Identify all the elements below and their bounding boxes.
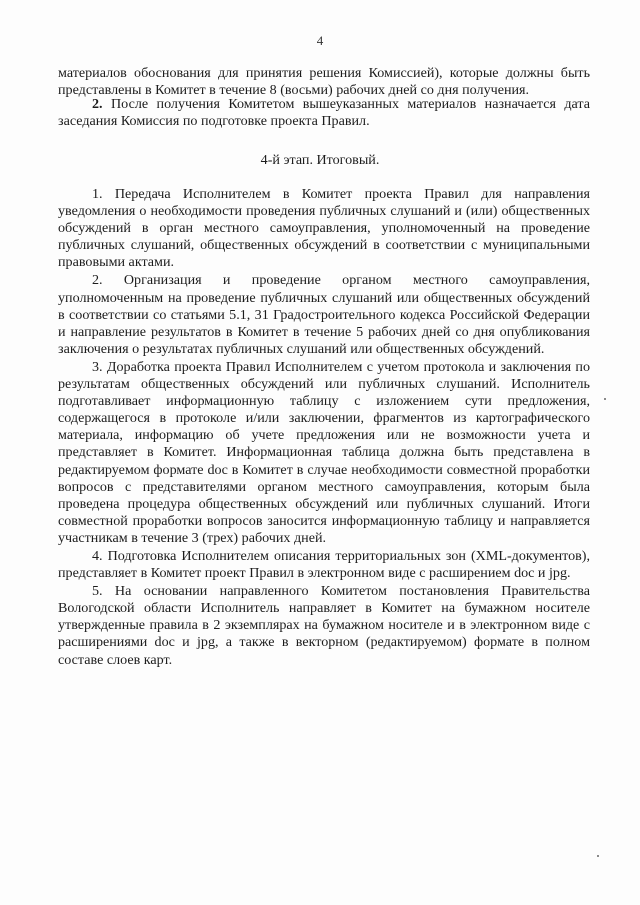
- item-2-text: [58, 96, 590, 130]
- stage-4-item-1: 1. Передача Исполнителем в Комитет проекта Правил для направления уведомления о необходимости проведения публичных слушаний и (или) общественных обсуждений в орган местного самоуправления, уполномоченный на проведение публичных слушаний, общественных обсуждений в соответствии с муниципальными правовыми актами.: [58, 186, 590, 271]
- continuation-paragraph: [58, 65, 590, 99]
- item-2-number: 2.: [92, 96, 103, 112]
- stage-4-item-3: 3. Доработка проекта Правил Исполнителем с учетом протокола и заключения по результатам общественных обсуждений или публичных слушаний. Исполнитель подготавливает информационную таблицу с изложением сути предложения, содержащегося в протоколе и/или заключении, фрагментов из картографического материала, информацию об учете предложения или не возможности учета и представляет в Комитет. Информационная таблица должна быть представлена в редактируемом формате doc в Комитет в случае необходимости совместной проработки вопросов с представителями органом местного самоуправления, которым была проведена процедура общественных обсуждений или публичных слушаний. Итоги совместной проработки вопросов заносится информационную таблицу и направляется участникам в течение 3 (трех) рабочих дней.: [58, 358, 590, 546]
- stage-4-item-4: 4. Подготовка Исполнителем описания территориальных зон (XML-документов), представляет в Комитет проект Правил в электронном виде с расширением doc и jpg.: [58, 547, 590, 582]
- continuation-text: материалов обоснования для принятия решения Комиссией), которые должны быть представлены в Комитет в течение 8 (восьми) рабочих дней со дня получения.: [58, 65, 590, 99]
- scan-speck: [604, 398, 606, 400]
- item-2-paragraph: [58, 96, 590, 130]
- stage-4-items: [58, 186, 590, 669]
- item-2-body: После получения Комитетом вышеуказанных материалов назначается дата заседания Комиссия по подготовке проекта Правил.: [58, 96, 590, 130]
- stage-4-item-5: 5. На основании направленного Комитетом постановления Правительства Вологодской области Исполнитель направляет в Комитет на бумажном носителе утвержденные правила в 2 экземплярах на бумажном носителе и в электронном виде с расширениями doc и jpg, а также в векторном (редактируемом) формате в полном составе слоев карт.: [58, 583, 590, 668]
- scan-speck: [597, 855, 599, 857]
- stage-4-heading: 4-й этап. Итоговый.: [260, 152, 380, 168]
- page-number: 4: [316, 33, 324, 48]
- stage-4-item-2: 2. Организация и проведение органом местного самоуправления, уполномоченным на проведение публичных слушаний или общественных обсуждений в соответствии со статьями 5.1, 31 Градостроительного кодекса Российской Федерации и направление результатов в Комитет в течение 5 рабочих дней со дня опубликования заключения о результатах публичных слушаний или общественных обсуждений.: [58, 272, 590, 357]
